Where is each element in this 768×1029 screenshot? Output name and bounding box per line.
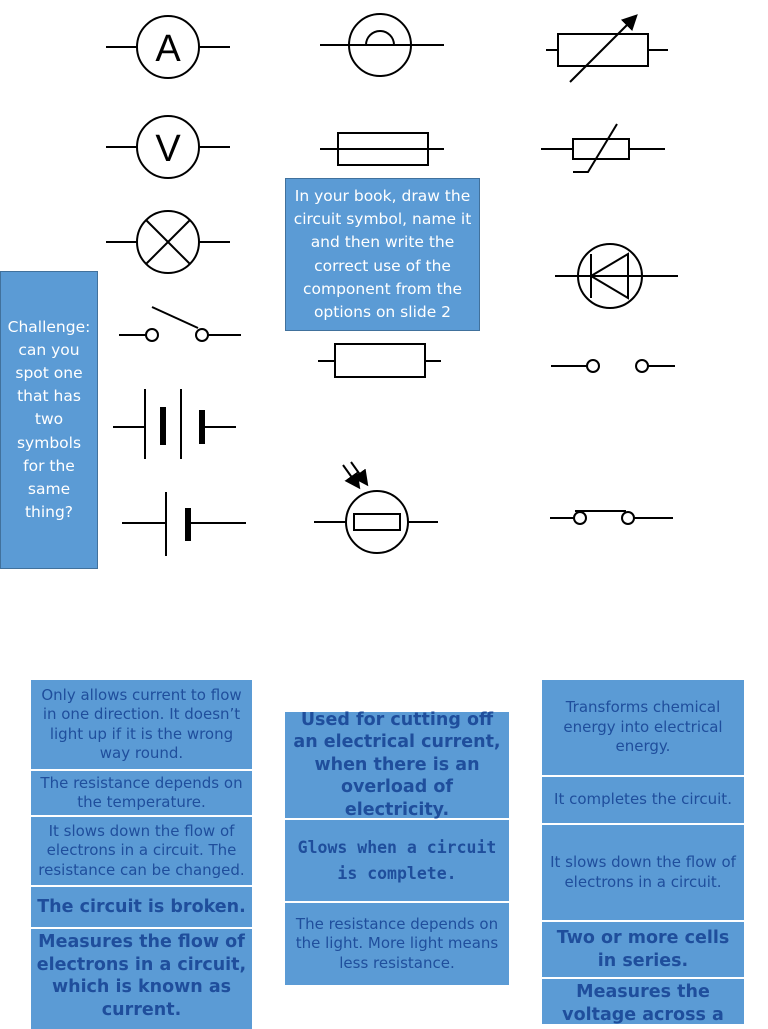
challenge-text: Challenge: can you spot one that has two symbols for the same thing? — [7, 317, 91, 522]
variable-resistor-symbol — [546, 17, 668, 82]
card-middle-2 — [285, 820, 509, 903]
ldr-symbol — [314, 462, 438, 553]
card-middle-3 — [285, 903, 509, 985]
card-text: Two or more cells in series. — [556, 928, 730, 971]
voltmeter-symbol — [106, 116, 230, 178]
card-left-3 — [31, 817, 252, 887]
closed-switch-symbol — [550, 511, 673, 524]
card-left-4 — [31, 887, 252, 929]
card-text: Only allows current to flow in one direction. It doesn’t light up if it is the wrong way round. — [41, 685, 242, 762]
ammeter-symbol — [106, 16, 230, 78]
card-text: Measures the flow of electrons in a circuit, which is known as current. — [36, 932, 247, 1020]
challenge-box — [0, 271, 98, 569]
instruction-box — [285, 178, 480, 331]
card-middle-1 — [285, 709, 509, 820]
card-text: It completes the circuit. — [554, 790, 732, 809]
lamp-symbol — [106, 211, 230, 273]
voltmeter-letter: V — [155, 128, 181, 170]
card-right-4 — [542, 922, 744, 979]
card-right-2 — [542, 777, 744, 825]
card-right-3 — [542, 825, 744, 922]
left-card-column — [31, 680, 252, 1029]
card-text: The circuit is broken. — [37, 896, 246, 917]
card-text: Measures the voltage across a — [562, 982, 724, 1024]
switch-terminals-symbol — [551, 360, 675, 372]
open-switch-symbol — [119, 307, 241, 341]
instruction-text: In your book, draw the circuit symbol, name it and then write the correct use of the component from the options on slide 2 — [293, 186, 472, 322]
battery-symbol — [113, 389, 236, 459]
right-card-column — [542, 680, 744, 1024]
resistor-symbol — [318, 344, 441, 377]
card-text: Transforms chemical energy into electrical energy. — [563, 698, 723, 756]
card-right-1 — [542, 680, 744, 777]
card-right-5 — [542, 979, 744, 1024]
card-left-5 — [31, 929, 252, 1029]
card-text: Glows when a circuit is complete. — [297, 837, 497, 883]
thermistor-symbol — [541, 124, 665, 172]
cell-symbol — [122, 492, 246, 556]
card-left-1 — [31, 680, 252, 771]
led-symbol — [555, 244, 678, 308]
card-left-2 — [31, 771, 252, 817]
card-text: Used for cutting off an electrical current, when there is an overload of electricity. — [293, 709, 501, 820]
card-text: It slows down the flow of electrons in a circuit. The resistance can be changed. — [38, 821, 245, 879]
card-text: It slows down the flow of electrons in a circuit. — [550, 853, 736, 891]
fuse-symbol — [320, 14, 444, 76]
card-text: The resistance depends on the temperature. — [40, 773, 243, 811]
ammeter-letter: A — [155, 28, 181, 70]
middle-card-column — [285, 709, 509, 985]
fuse-rect-symbol — [320, 133, 444, 165]
card-text: The resistance depends on the light. More light means less resistance. — [295, 914, 499, 972]
